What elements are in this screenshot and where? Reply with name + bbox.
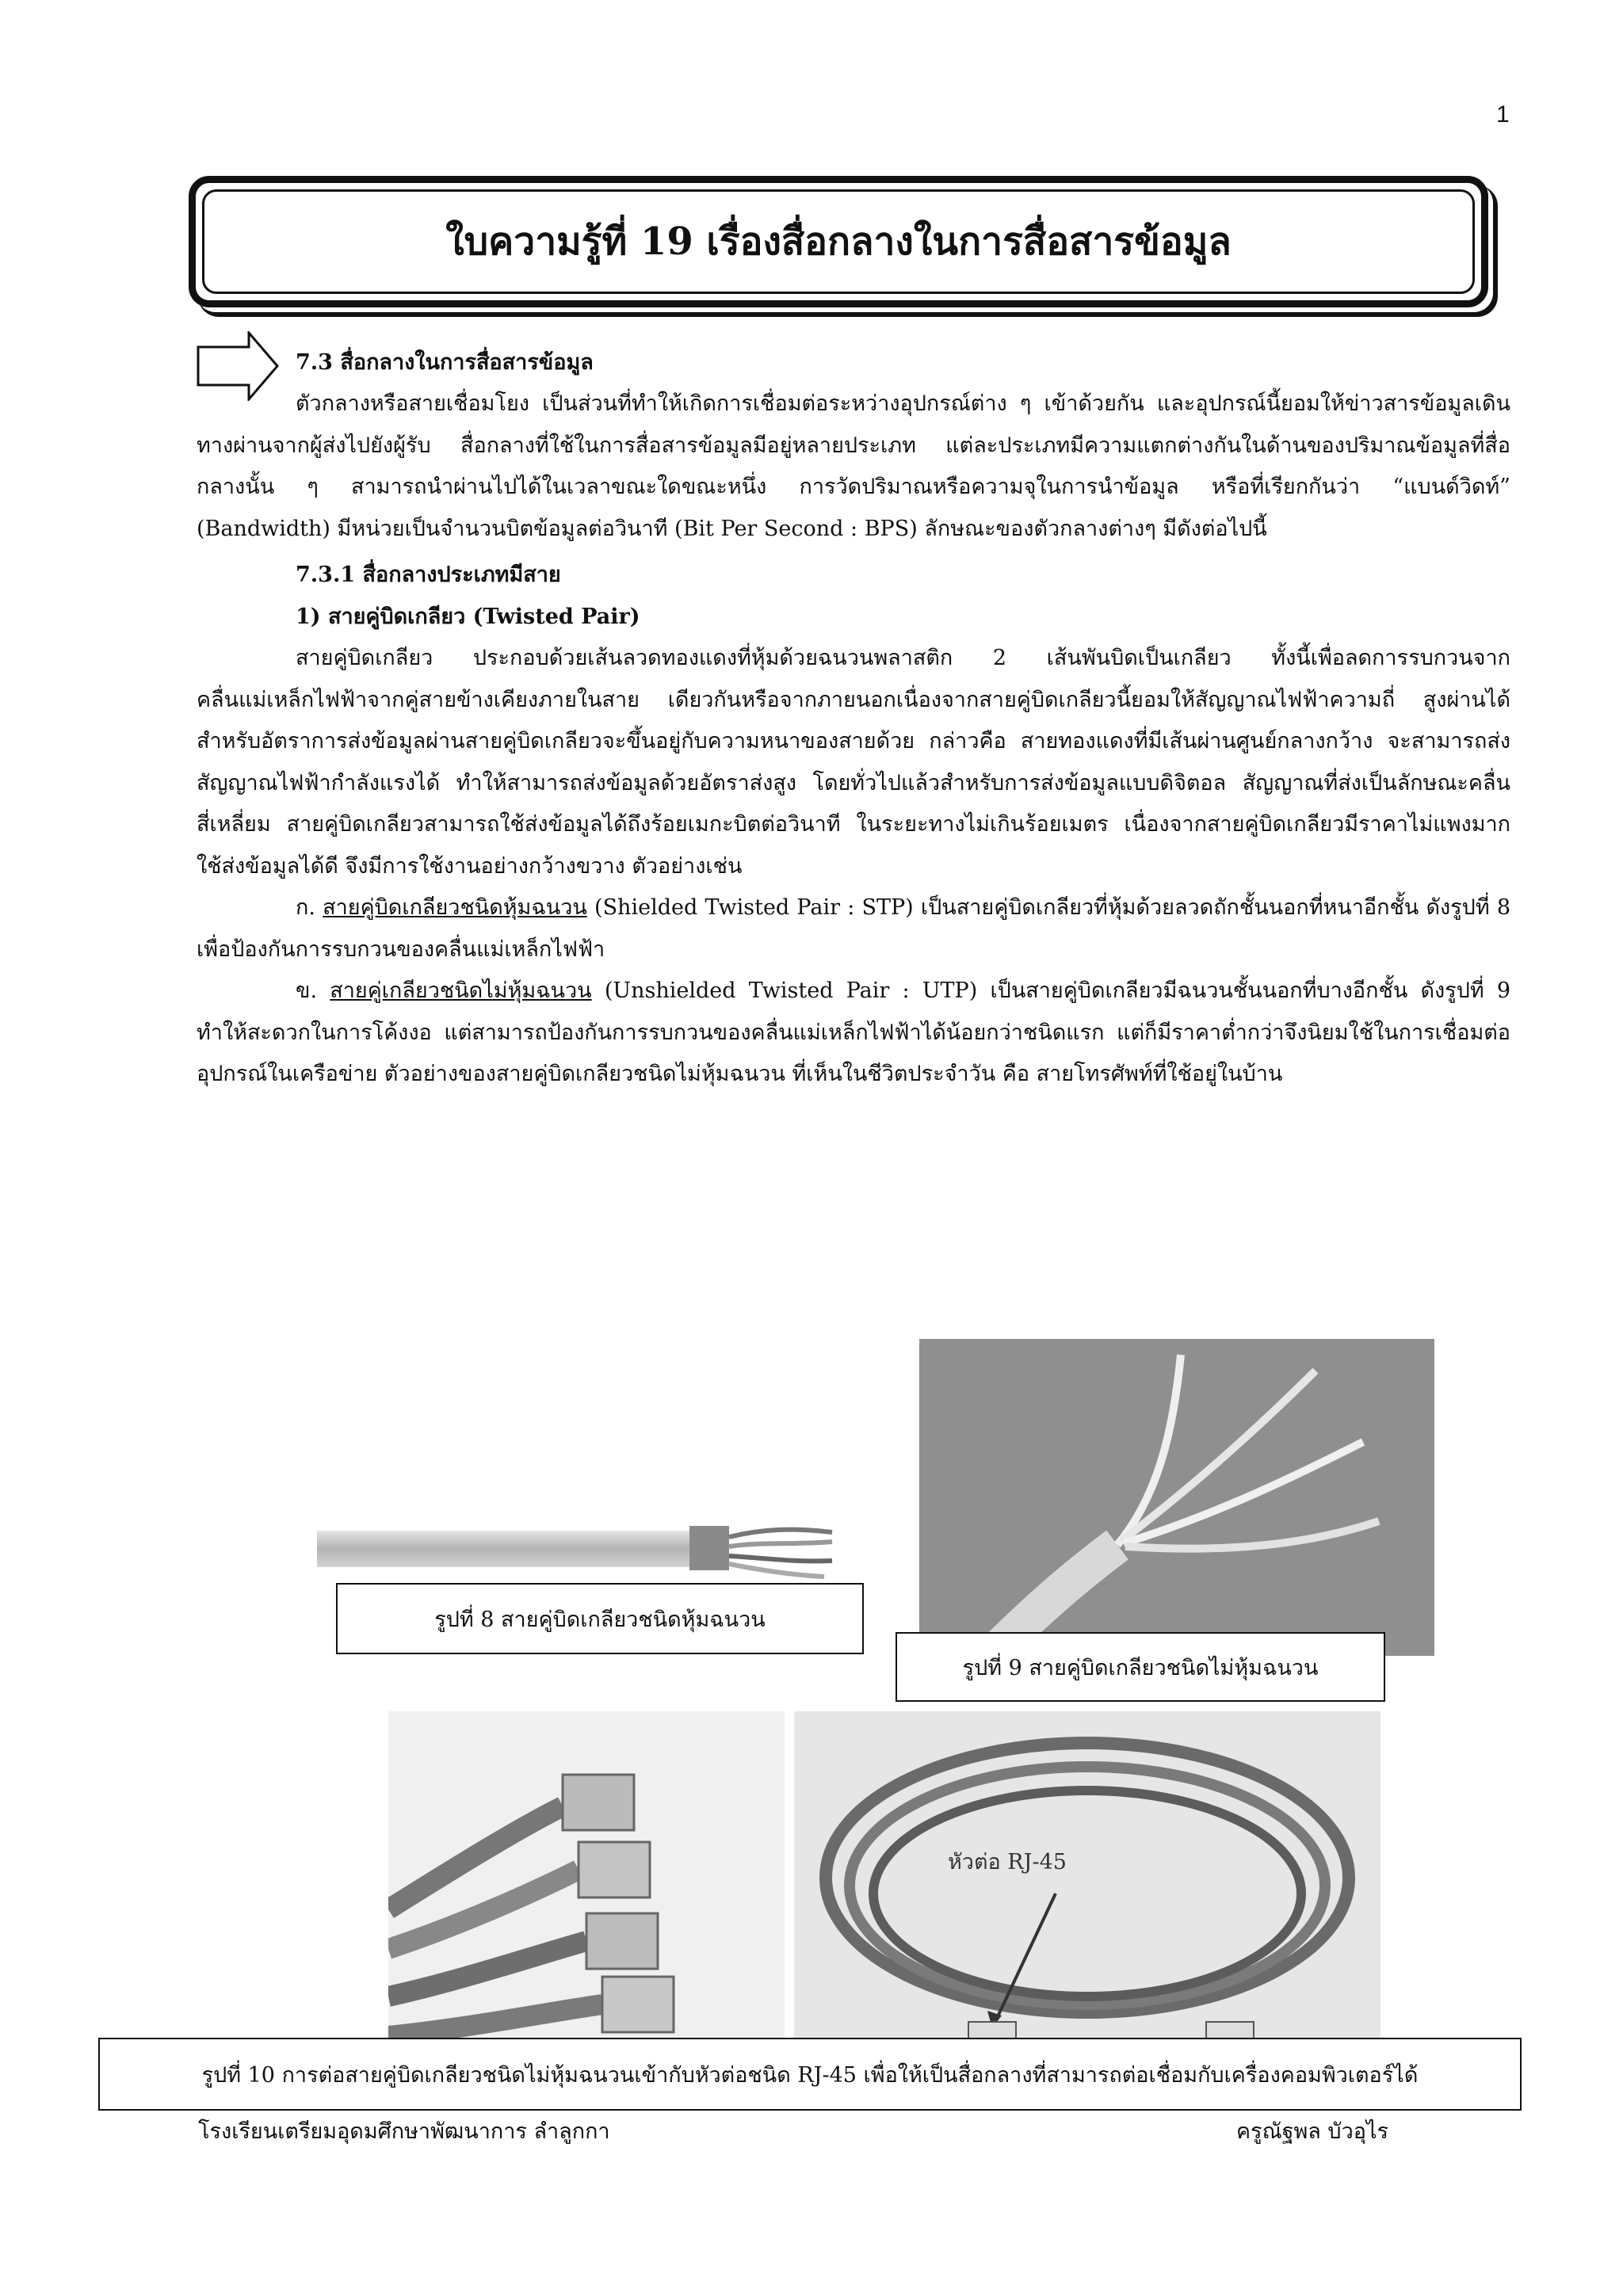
rj45-cable-coil-image: [794, 1711, 1381, 2044]
stp-prefix: ก.: [296, 895, 323, 920]
utp-cable-image: [919, 1339, 1434, 1656]
fig8-caption: รูปที่ 8 สายคู่บิดเกลียวชนิดหุ้มฉนวน: [336, 1583, 864, 1654]
sub-heading: 7.3.1 สื่อกลางประเภทมีสาย: [296, 563, 561, 587]
section-body: [197, 347, 1510, 1096]
utp-term: สายคู่เกลียวชนิดไม่หุ้มฉนวน: [330, 978, 592, 1003]
stp-paragraph: [197, 887, 1510, 971]
title-box: [189, 176, 1488, 307]
stp-text: (Shielded Twisted Pair : STP) เป็นสายคู่บิดเกลียวที่หุ้มด้วยลวดถักชั้นนอกที่หนาอีกชั้น ดังรูปที่ 8 เพื่อป้องกันการรบกวนของคลื่นแม่เหล็กไฟฟ้า: [197, 895, 1510, 962]
utp-prefix: ข.: [296, 978, 330, 1003]
utp-text: (Unshielded Twisted Pair : UTP) เป็นสายคู่บิดเกลียวมีฉนวนชั้นนอกที่บางอีกชั้น ดังรูปที่ 9 ทำให้สะดวกในการโค้งงอ แต่สามารถป้องกันการรบกวนของคลื่นแม่เหล็กไฟฟ้าได้น้อยกว่าชนิดแรก แต่ก็มีราคาต่ำกว่าจึงนิยมใช้ในการเชื่อมต่ออุปกรณ์ในเครือข่าย ตัวอย่างของสายคู่บิดเกลียวชนิดไม่หุ้มฉนวน ที่เห็นในชีวิตประจำวัน คือ สายโทรศัพท์ที่ใช้อยู่ในบ้าน: [197, 978, 1511, 1086]
utp-paragraph: [197, 971, 1510, 1096]
footer-teacher: ครูณัฐพล บัวอุไร: [1236, 2119, 1389, 2144]
intro-paragraph: ตัวกลางหรือสายเชื่อมโยง เป็นส่วนที่ทำให้เกิดการเชื่อมต่อระหว่างอุปกรณ์ต่าง ๆ เข้าด้วยกัน และอุปกรณ์นี้ยอมให้ข่าวสารข้อมูลเดินทางผ่านจากผู้ส่งไปยังผู้รับ สื่อกลางที่ใช้ในการสื่อสารข้อมูลมีอยู่หลายประเภท แต่ละประเภทมีความแตกต่างกันในด้านของปริมาณข้อมูลที่สื่อกลางนั้น ๆ สามารถนำผ่านไปได้ในเวลาขณะใดขณะหนึ่ง การวัดปริมาณหรือความจุในการนำข้อมูล หรือที่เรียกกันว่า “แบนด์วิดท์” (Bandwidth) มีหน่วยเป็นจำนวนบิตข้อมูลต่อวินาที (Bit Per Second : BPS) ลักษณะของตัวกลางต่างๆ มีดังต่อไปนี้: [197, 391, 1510, 541]
rj45-label: หัวต่อ RJ-45: [945, 1844, 1070, 1878]
fig10-caption: รูปที่ 10 การต่อสายคู่บิดเกลียวชนิดไม่หุ้มฉนวนเข้ากับหัวต่อชนิด RJ-45 เพื่อให้เป็นสื่อกลางที่สามารถต่อเชื่อมกับเครื่องคอมพิวเตอร์ได้: [98, 2038, 1522, 2111]
page-title: ใบความรู้ที่ 19 เรื่องสื่อกลางในการสื่อสารข้อมูล: [445, 219, 1232, 264]
footer-school: โรงเรียนเตรียมอุดมศึกษาพัฒนาการ ลำลูกกา: [198, 2119, 610, 2144]
stp-cable-image: [317, 1505, 840, 1592]
section-heading: 7.3 สื่อกลางในการสื่อสารข้อมูล: [296, 350, 594, 375]
page-number: 1: [1496, 101, 1510, 128]
fig9-caption: รูปที่ 9 สายคู่บิดเกลียวชนิดไม่หุ้มฉนวน: [896, 1632, 1385, 1702]
item-heading: 1) สายคู่บิดเกลียว (Twisted Pair): [296, 604, 640, 629]
twisted-pair-paragraph: สายคู่บิดเกลียว ประกอบด้วยเส้นลวดทองแดงที่หุ้มด้วยฉนวนพลาสติก 2 เส้นพันบิดเป็นเกลียว ทั้งนี้เพื่อลดการรบกวนจากคลื่นแม่เหล็กไฟฟ้าจากคู่สายข้างเคียงภายในสาย เดียวกันหรือจากภายนอกเนื่องจากสายคู่บิดเกลียวนี้ยอมให้สัญญาณไฟฟ้าความถี่ สูงผ่านได้ สำหรับอัตราการส่งข้อมูลผ่านสายคู่บิดเกลียวจะขึ้นอยู่กับความหนาของสายด้วย กล่าวคือ สายทองแดงที่มีเส้นผ่านศูนย์กลางกว้าง จะสามารถส่งสัญญาณไฟฟ้ากำลังแรงได้ ทำให้สามารถส่งข้อมูลด้วยอัตราส่งสูง โดยทั่วไปแล้วสำหรับการส่งข้อมูลแบบดิจิตอล สัญญาณที่ส่งเป็นลักษณะคลื่นสี่เหลี่ยม สายคู่บิดเกลียวสามารถใช้ส่งข้อมูลได้ถึงร้อยเมกะบิตต่อวินาที ในระยะทางไม่เกินร้อยเมตร เนื่องจากสายคู่บิดเกลียวมีราคาไม่แพงมาก ใช้ส่งข้อมูลได้ดี จึงมีการใช้งานอย่างกว้างขวาง ตัวอย่างเช่น: [197, 646, 1510, 879]
title-inner-frame: [202, 189, 1475, 294]
rj45-plugs-image: [388, 1711, 785, 2044]
stp-term: สายคู่บิดเกลียวชนิดหุ้มฉนวน: [323, 895, 587, 920]
